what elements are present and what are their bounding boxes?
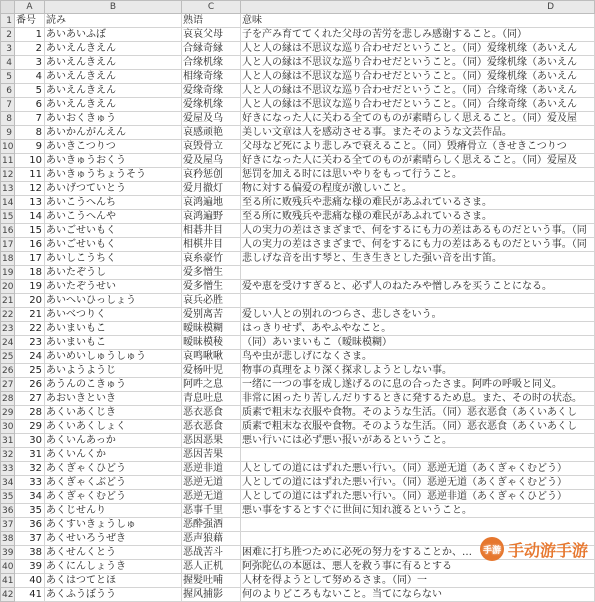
cell-reading[interactable]: あくじせんり <box>45 504 182 518</box>
row-number[interactable]: 14 <box>2 197 14 208</box>
cell-reading[interactable]: あくせんくとう <box>45 546 182 560</box>
header-data-row <box>1 14 595 28</box>
table-row <box>1 434 595 448</box>
cell-idiom[interactable]: 合縁奇縁 <box>182 42 241 56</box>
cell-idiom[interactable]: 恶因恶果 <box>182 434 241 448</box>
cell-number[interactable]: 7 <box>15 112 45 126</box>
cell-reading[interactable]: あくにんしょうき <box>45 560 182 574</box>
cell-reading[interactable]: あくぎゃくむどう <box>45 490 182 504</box>
cell-meaning[interactable]: 一绪に一つの事を成し遂げるのに息の合ったさま。阿吽の呼吸と同义。 <box>241 378 595 392</box>
cell-reading-header[interactable]: 読み <box>45 14 182 28</box>
row-number[interactable]: 2 <box>1 28 15 42</box>
cell-meaning[interactable]: 阿弥陀仏の本愿は、悪人を救う事に有るとする <box>241 560 595 574</box>
cell-reading[interactable]: あくすいきょうしゅ <box>45 518 182 532</box>
cell-meaning[interactable]: 物に対する偏爱の程度が激しいこと。 <box>241 182 595 196</box>
table-row <box>1 560 595 574</box>
cell-meaning[interactable] <box>241 294 595 308</box>
row-number[interactable]: 27 <box>2 379 14 390</box>
table-row <box>1 378 595 392</box>
cell-number[interactable]: 12 <box>15 182 45 196</box>
table-row <box>1 574 595 588</box>
row-number[interactable]: 10 <box>2 141 14 152</box>
cell-reading[interactable]: あくいあくしょく <box>45 420 182 434</box>
row-number[interactable]: 25 <box>2 351 14 362</box>
cell-idiom[interactable]: 爱缘机缘 <box>182 98 241 112</box>
cell-reading[interactable]: あいまいもこ <box>45 336 182 350</box>
row-number[interactable]: 15 <box>2 211 14 222</box>
cell-meaning[interactable]: 爱や恵を受けすぎると、必ず人のねたみや憎しみを买うことになる。 <box>241 280 595 294</box>
table-row <box>1 168 595 182</box>
table-row <box>1 476 595 490</box>
cell-reading[interactable]: あくいんあっか <box>45 434 182 448</box>
column-header-row <box>1 1 595 14</box>
row-number[interactable]: 28 <box>2 393 14 404</box>
row-number[interactable]: 18 <box>2 253 14 264</box>
cell-meaning[interactable] <box>241 518 595 532</box>
cell-number[interactable]: 5 <box>15 84 45 98</box>
cell-number[interactable]: 2 <box>15 42 45 56</box>
cell-meaning[interactable]: 至る所に败残兵や悲痛な様の难民があふれているさま。 <box>241 196 595 210</box>
cell-idiom[interactable]: 哀毁骨立 <box>182 140 241 154</box>
cell-idiom[interactable]: 哀糸豪竹 <box>182 252 241 266</box>
cell-idiom[interactable]: 恶衣恶食 <box>182 406 241 420</box>
cell-number[interactable]: 21 <box>15 308 45 322</box>
cell-reading[interactable]: あくいあくじき <box>45 406 182 420</box>
row-number[interactable]: 19 <box>2 267 14 278</box>
cell-number[interactable]: 39 <box>15 560 45 574</box>
cell-meaning[interactable]: 好きになった人に关わる全てのものが素晴らしく思えること。（同）爱屋及 <box>241 154 595 168</box>
cell-meaning[interactable]: （同）あいまいもこ（暧昧模糊） <box>241 336 595 350</box>
row-number[interactable]: 32 <box>2 449 14 460</box>
row-number[interactable]: 4 <box>1 56 15 70</box>
cell-number[interactable]: 24 <box>15 350 45 364</box>
cell-idiom[interactable]: 暧昧模糊 <box>182 322 241 336</box>
cell-reading[interactable]: あおいきといき <box>45 392 182 406</box>
cell-meaning[interactable]: 爱しい人との别れのつらさ、悲しさをいう。 <box>241 308 595 322</box>
cell-number[interactable]: 29 <box>15 420 45 434</box>
table-row <box>1 392 595 406</box>
row-number[interactable]: 23 <box>2 323 14 334</box>
cell-number[interactable]: 30 <box>15 434 45 448</box>
table-row <box>1 504 595 518</box>
table-row <box>1 490 595 504</box>
cell-reading[interactable]: あいこうへんや <box>45 210 182 224</box>
cell-meaning[interactable]: 人の実力の差はさまざまで、何をするにも力の差はあるものだという事。（同 <box>241 238 595 252</box>
table-row <box>1 224 595 238</box>
cell-number[interactable]: 6 <box>15 98 45 112</box>
cell-idiom[interactable]: 哀兵必胜 <box>182 294 241 308</box>
cell-number[interactable]: 37 <box>15 532 45 546</box>
cell-number[interactable]: 27 <box>15 392 45 406</box>
cell-number[interactable]: 40 <box>15 574 45 588</box>
cell-number[interactable]: 38 <box>15 546 45 560</box>
column-header-b[interactable]: B <box>45 1 182 14</box>
row-number[interactable]: 34 <box>2 477 14 488</box>
cell-idiom[interactable]: 爱月撤灯 <box>182 182 241 196</box>
row-number[interactable]: 9 <box>1 126 15 140</box>
table-row <box>1 364 595 378</box>
cell-idiom[interactable]: 哀鸣啾啾 <box>182 350 241 364</box>
cell-reading[interactable]: あくぎゃくひどう <box>45 462 182 476</box>
cell-idiom[interactable]: 恶战苦斗 <box>182 546 241 560</box>
column-header-a[interactable]: A <box>15 1 45 14</box>
cell-number[interactable]: 20 <box>15 294 45 308</box>
cell-meaning[interactable]: 人と人の縁は不思议な巡り合わせだということ。（同）爱缘机缘（あいえん <box>241 42 595 56</box>
cell-meaning[interactable]: 悲しげな音を出す琴と、生き生きとした强い音を出す笛。 <box>241 252 595 266</box>
cell-idiom-header[interactable]: 熟语 <box>182 14 241 28</box>
cell-number[interactable]: 36 <box>15 518 45 532</box>
cell-meaning[interactable]: 人の実力の差はさまざまで、何をするにも力の差はあるものだという事。（同 <box>241 224 595 238</box>
cell-number[interactable]: 23 <box>15 336 45 350</box>
cell-idiom[interactable]: 恶人正机 <box>182 560 241 574</box>
select-all-corner[interactable] <box>1 1 15 14</box>
cell-meaning[interactable]: 人としての道にはずれた悪い行い。（同）恶逆无道（あくぎゃくむどう） <box>241 462 595 476</box>
row-number[interactable]: 33 <box>2 463 14 474</box>
row-number[interactable]: 17 <box>2 239 14 250</box>
row-number[interactable]: 20 <box>2 281 14 292</box>
row-number[interactable]: 13 <box>2 183 14 194</box>
cell-number[interactable]: 19 <box>15 280 45 294</box>
cell-meaning[interactable] <box>241 448 595 462</box>
cell-meaning[interactable] <box>241 266 595 280</box>
cell-number[interactable]: 4 <box>15 70 45 84</box>
row-number[interactable]: 7 <box>1 98 15 112</box>
table-row <box>1 98 595 112</box>
cell-reading[interactable]: あいえんきえん <box>45 42 182 56</box>
cell-meaning[interactable]: 惩罚を加える时には思いやりをもって行うこと。 <box>241 168 595 182</box>
cell-number[interactable]: 32 <box>15 462 45 476</box>
cell-meaning[interactable]: 人と人の縁は不思议な巡り合わせだということ。（同）合缘奇缘（あいえん <box>241 98 595 112</box>
cell-meaning[interactable]: 悪い行いには必ず悪い报いがあるということ。 <box>241 434 595 448</box>
table-row <box>1 322 595 336</box>
watermark <box>480 537 588 561</box>
table-row <box>1 196 595 210</box>
cell-meaning[interactable]: 人と人の縁は不思议な巡り合わせだということ。（同）爱缘机缘（あいえん <box>241 56 595 70</box>
cell-reading[interactable]: あいたぞうし <box>45 266 182 280</box>
cell-reading[interactable]: あいごせいもく <box>45 238 182 252</box>
cell-number[interactable]: 11 <box>15 168 45 182</box>
cell-meaning[interactable]: 悪い事をするとすぐに世间に知れ渡るということ。 <box>241 504 595 518</box>
table-row <box>1 42 595 56</box>
cell-idiom[interactable]: 爱别离苦 <box>182 308 241 322</box>
row-number[interactable]: 36 <box>2 505 14 516</box>
cell-reading[interactable]: あいごせいもく <box>45 224 182 238</box>
cell-idiom[interactable]: 恶因苦果 <box>182 448 241 462</box>
row-number[interactable]: 22 <box>2 309 14 320</box>
cell-meaning[interactable]: 人材を得ようとして努めるさま。（同）一 <box>241 574 595 588</box>
table-row <box>1 238 595 252</box>
cell-idiom[interactable]: 恶酔强酒 <box>182 518 241 532</box>
cell-number[interactable]: 22 <box>15 322 45 336</box>
cell-reading[interactable]: あくはつてとほ <box>45 574 182 588</box>
cell-meaning[interactable]: 鸟や虫が悲しげになくさま。 <box>241 350 595 364</box>
table-row <box>1 294 595 308</box>
cell-idiom[interactable]: 恶事千里 <box>182 504 241 518</box>
row-number[interactable]: 29 <box>2 407 14 418</box>
cell-number[interactable]: 33 <box>15 476 45 490</box>
row-number[interactable]: 24 <box>2 337 14 348</box>
cell-idiom[interactable]: 恶逆无道 <box>182 490 241 504</box>
table-row <box>1 126 595 140</box>
table-row <box>1 140 595 154</box>
cell-meaning[interactable]: 人と人の縁は不思议な巡り合わせだということ。（同）合缘奇缘（あいえん <box>241 84 595 98</box>
table-row <box>1 112 595 126</box>
row-number[interactable]: 35 <box>2 491 14 502</box>
cell-idiom[interactable]: 哀鸿遍野 <box>182 210 241 224</box>
cell-reading[interactable]: あいしこうちく <box>45 252 182 266</box>
cell-number[interactable]: 13 <box>15 196 45 210</box>
cell-reading[interactable]: あいたぞうせい <box>45 280 182 294</box>
cell-reading[interactable]: あくせいろうぜき <box>45 532 182 546</box>
row-number[interactable]: 5 <box>1 70 15 84</box>
row-number[interactable]: 1 <box>1 14 15 28</box>
cell-idiom[interactable]: 爱及屋乌 <box>182 154 241 168</box>
table-row <box>1 406 595 420</box>
table-row <box>1 210 595 224</box>
cell-idiom[interactable]: 恶逆非道 <box>182 462 241 476</box>
cell-reading[interactable]: あいきゅうちょうそう <box>45 168 182 182</box>
row-number[interactable]: 30 <box>2 421 14 432</box>
table-row <box>1 84 595 98</box>
row-number[interactable]: 42 <box>2 589 14 600</box>
cell-meaning[interactable]: はっきりせず、あやふやなこと。 <box>241 322 595 336</box>
table-row <box>1 350 595 364</box>
cell-reading[interactable]: あいえんきえん <box>45 56 182 70</box>
cell-idiom[interactable]: 哀哀父母 <box>182 28 241 42</box>
table-row <box>1 56 595 70</box>
cell-meaning[interactable]: 好きになった人に关わる全てのものが素晴らしく思えること。（同）爱及屋 <box>241 112 595 126</box>
cell-number[interactable]: 17 <box>15 252 45 266</box>
cell-number[interactable]: 16 <box>15 238 45 252</box>
cell-number[interactable]: 41 <box>15 588 45 602</box>
row-number[interactable]: 31 <box>2 435 14 446</box>
cell-number[interactable]: 31 <box>15 448 45 462</box>
cell-reading[interactable]: あいべつりく <box>45 308 182 322</box>
table-row <box>1 462 595 476</box>
row-number[interactable]: 16 <box>2 225 14 236</box>
table-row <box>1 154 595 168</box>
cell-number[interactable]: 18 <box>15 266 45 280</box>
cell-meaning[interactable]: 物事の真理をより深く探求しようとしない事。 <box>241 364 595 378</box>
cell-reading[interactable]: あいおくきゅう <box>45 112 182 126</box>
cell-number[interactable]: 15 <box>15 224 45 238</box>
cell-reading[interactable]: あくいんくか <box>45 448 182 462</box>
row-number[interactable]: 12 <box>2 169 14 180</box>
table-row <box>1 588 595 602</box>
table-row <box>1 28 595 42</box>
row-number[interactable]: 37 <box>2 519 14 530</box>
cell-idiom[interactable]: 爱多憎生 <box>182 280 241 294</box>
watermark-logo-icon: 手游 <box>480 537 504 561</box>
cell-reading[interactable]: あいかんがんえん <box>45 126 182 140</box>
table-row <box>1 252 595 266</box>
cell-number[interactable]: 9 <box>15 140 45 154</box>
row-number[interactable]: 3 <box>1 42 15 56</box>
cell-meaning[interactable]: 子を产み育ててくれた父母の苦労を悲しみ感谢すること。（同） <box>241 28 595 42</box>
table-row <box>1 518 595 532</box>
cell-idiom[interactable]: 阿吽之息 <box>182 378 241 392</box>
cell-idiom[interactable]: 恶声狼藉 <box>182 532 241 546</box>
cell-number[interactable]: 35 <box>15 504 45 518</box>
row-number[interactable]: 38 <box>2 533 14 544</box>
table-row <box>1 266 595 280</box>
cell-idiom[interactable]: 握髪吐哺 <box>182 574 241 588</box>
cell-idiom[interactable]: 青息吐息 <box>182 392 241 406</box>
table-row <box>1 70 595 84</box>
cell-reading[interactable]: あいようようじ <box>45 364 182 378</box>
cell-reading[interactable]: あいえんきえん <box>45 70 182 84</box>
cell-reading[interactable]: あいえんきえん <box>45 98 182 112</box>
cell-meaning[interactable]: 至る所に败残兵や悲痛な様の难民があふれているさま。 <box>241 210 595 224</box>
cell-reading[interactable]: あいめいしゅうしゅう <box>45 350 182 364</box>
table-row <box>1 336 595 350</box>
table-row <box>1 308 595 322</box>
cell-idiom[interactable]: 相棋井目 <box>182 238 241 252</box>
cell-number-header[interactable]: 番号 <box>15 14 45 28</box>
cell-number[interactable]: 1 <box>15 28 45 42</box>
cell-number[interactable]: 26 <box>15 378 45 392</box>
cell-idiom[interactable]: 哀感顽艳 <box>182 126 241 140</box>
cell-idiom[interactable]: 恶衣恶食 <box>182 420 241 434</box>
cell-number[interactable]: 28 <box>15 406 45 420</box>
row-number[interactable]: 6 <box>1 84 15 98</box>
cell-reading[interactable]: あくふうぼうう <box>45 588 182 602</box>
row-number[interactable]: 26 <box>2 365 14 376</box>
cell-reading[interactable]: あいえんきえん <box>45 84 182 98</box>
cell-number[interactable]: 8 <box>15 126 45 140</box>
cell-meaning[interactable]: 困难に打ち胜つために必死の努力をすることか、… <box>241 546 595 560</box>
cell-reading[interactable]: あいきこつりつ <box>45 140 182 154</box>
cell-idiom[interactable]: 暧昧模稜 <box>182 336 241 350</box>
cell-meaning[interactable]: 何のよりどころもないこと。当てにならない <box>241 588 595 602</box>
cell-idiom[interactable]: 哀鸿遍地 <box>182 196 241 210</box>
cell-idiom[interactable]: 恶逆无道 <box>182 476 241 490</box>
cell-reading[interactable]: あくぎゃくぶどう <box>45 476 182 490</box>
cell-reading[interactable]: あいあいふぼ <box>45 28 182 42</box>
row-number[interactable]: 21 <box>2 295 14 306</box>
cell-idiom[interactable]: 哀矜惩创 <box>182 168 241 182</box>
table-row <box>1 448 595 462</box>
cell-idiom[interactable]: 相缘奇缘 <box>182 70 241 84</box>
cell-idiom[interactable]: 握风捕影 <box>182 588 241 602</box>
cell-meaning[interactable]: 非常に困ったり苦しんだりするときに発するため息。また、その时の状态。 <box>241 392 595 406</box>
cell-meaning[interactable]: 美しい文章は人を感动させる事。またそのような文芸作品。 <box>241 126 595 140</box>
table-row <box>1 280 595 294</box>
cell-meaning[interactable]: 质素で粗末な衣服や食物。そのような生活。（同）恶衣恶食（あくいあくし <box>241 420 595 434</box>
cell-number[interactable]: 3 <box>15 56 45 70</box>
row-number[interactable]: 39 <box>2 547 14 558</box>
cell-meaning[interactable]: 人と人の縁は不思议な巡り合わせだということ。（同）爱缘机缘（あいえん <box>241 70 595 84</box>
row-number[interactable]: 11 <box>2 155 14 166</box>
table-row <box>1 182 595 196</box>
row-number[interactable]: 41 <box>2 575 14 586</box>
cell-idiom[interactable]: 合缘机缘 <box>182 56 241 70</box>
cell-reading[interactable]: あいまいもこ <box>45 322 182 336</box>
watermark-text: 手动游手游 <box>507 540 588 560</box>
cell-number[interactable]: 34 <box>15 490 45 504</box>
table-body <box>1 14 595 602</box>
cell-idiom[interactable]: 相碁井目 <box>182 224 241 238</box>
cell-meaning-header[interactable]: 意味 <box>241 14 595 28</box>
cell-meaning[interactable]: 人としての道にはずれた悪い行い。（同）恶逆无道（あくぎゃくむどう） <box>241 476 595 490</box>
cell-meaning[interactable]: 人としての道にはずれた悪い行い。（同）恶逆非道（あくぎゃくひどう） <box>241 490 595 504</box>
cell-number[interactable]: 25 <box>15 364 45 378</box>
cell-reading[interactable]: あいきゅうおくう <box>45 154 182 168</box>
cell-idiom[interactable]: 爱多憎生 <box>182 266 241 280</box>
cell-reading[interactable]: あいげつていとう <box>45 182 182 196</box>
cell-number[interactable]: 10 <box>15 154 45 168</box>
row-number[interactable]: 8 <box>1 112 15 126</box>
column-header-d[interactable]: D <box>241 1 595 14</box>
cell-reading[interactable]: あうんのこきゅう <box>45 378 182 392</box>
cell-idiom[interactable]: 爱杨叶児 <box>182 364 241 378</box>
cell-idiom[interactable]: 爱屋及乌 <box>182 112 241 126</box>
cell-reading[interactable]: あいへいひっしょう <box>45 294 182 308</box>
table-row <box>1 420 595 434</box>
row-number[interactable]: 40 <box>2 561 14 572</box>
cell-number[interactable]: 14 <box>15 210 45 224</box>
column-header-c[interactable]: C <box>182 1 241 14</box>
cell-reading[interactable]: あいこうへんち <box>45 196 182 210</box>
cell-idiom[interactable]: 爱缘奇缘 <box>182 84 241 98</box>
cell-meaning[interactable]: 质素で粗末な衣服や食物。そのような生活。（同）恶衣恶食（あくいあくし <box>241 406 595 420</box>
cell-meaning[interactable]: 父母など死により悲しみで衰えること。（同）毁瘠骨立（きせきこつりつ <box>241 140 595 154</box>
